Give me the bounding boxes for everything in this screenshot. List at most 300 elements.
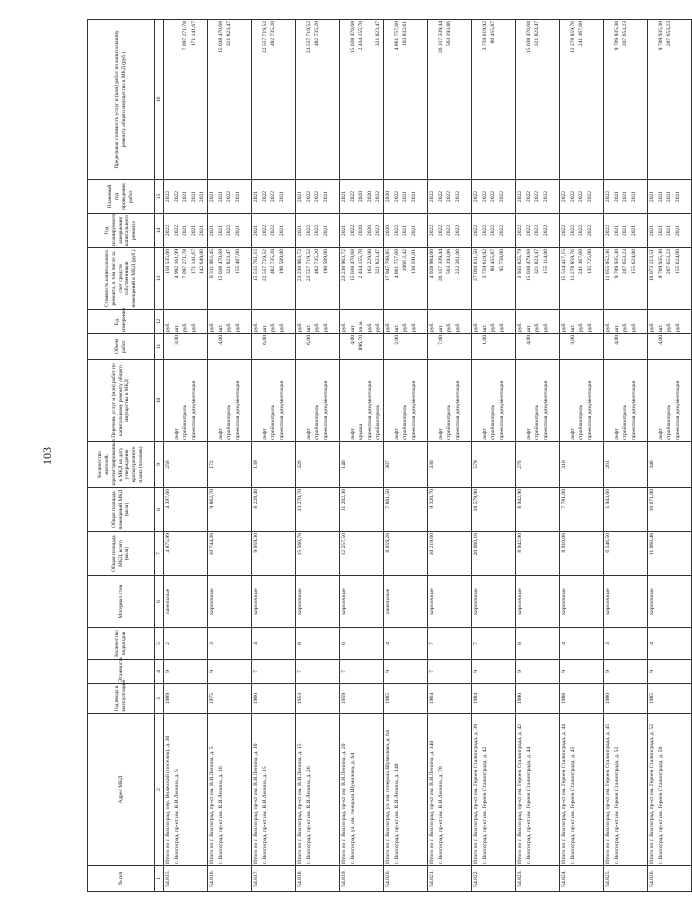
planned-year-line: 2022 — [314, 190, 321, 203]
total-area: 10 744,30 — [208, 532, 252, 576]
limit-cost-line — [410, 21, 419, 178]
work-types — [428, 360, 472, 442]
repair-cost-line: 155 467,00 — [234, 249, 241, 275]
completion-year-line: 2022 — [454, 224, 461, 237]
column-number: 13 — [155, 248, 164, 310]
commission-year: 1980 — [604, 684, 648, 714]
table-row — [516, 20, 560, 892]
work-volume-line: 3,00 — [173, 335, 180, 345]
limit-cost-line: 4 861 757,60 — [393, 21, 400, 51]
planned-year-line: 2021 — [410, 190, 417, 203]
completion-year-line: 2022 — [349, 224, 356, 237]
unit — [516, 310, 560, 334]
unit-line: руб. — [226, 322, 233, 332]
limit-cost — [296, 20, 340, 180]
repair-cost-line: 321 823,47 — [534, 249, 541, 275]
column-number: 5 — [155, 628, 164, 660]
resident-count: 579 — [472, 442, 516, 488]
column-header: Адрес МКД — [88, 714, 155, 866]
limit-cost-line: 11 278 859,76 — [569, 21, 576, 53]
total-area: 9 959,30 — [252, 532, 296, 576]
work-types — [164, 360, 208, 442]
work-volume-line: 3,00 — [569, 335, 576, 345]
work-types-line — [252, 361, 261, 440]
entrance-count: 2 — [164, 628, 208, 660]
completion-year — [516, 214, 560, 248]
completion-year-line: 2022 — [375, 224, 382, 237]
work-volume-line — [586, 335, 595, 358]
planned-year-line: 2022 — [349, 190, 356, 203]
work-volume-line — [190, 335, 199, 358]
unit-line: руб. — [385, 322, 391, 332]
limit-cost-line: 482 735,20 — [314, 21, 321, 47]
completion-year — [472, 214, 516, 248]
wall-material: кирпичные — [208, 576, 252, 628]
work-volume-line: 6,00 — [305, 335, 312, 345]
repair-cost-line: 1066 2,42 — [402, 249, 409, 272]
mkd-address-line: Итого по г. Волгоград, пр-кт им. В.И.Ленина, д. 5 — [209, 746, 215, 864]
unit-line: руб. — [561, 322, 567, 332]
unit-line: руб. — [578, 322, 585, 332]
mkd-address — [560, 714, 604, 866]
planned-year-line: 2022 — [569, 190, 576, 203]
limit-cost-line: 563 193,06 — [446, 21, 453, 47]
entrance-count: 4 — [384, 628, 428, 660]
column-number: 14 — [155, 214, 164, 248]
work-types-line — [472, 361, 481, 440]
completion-year-line: 2021 — [297, 224, 303, 237]
unit-line: кв.м — [358, 321, 365, 332]
completion-year-line: 2021 — [657, 224, 664, 237]
repair-cost-line: 27 093 811,50 — [473, 249, 479, 281]
repair-cost-line: 9 709 935,30 — [657, 249, 664, 279]
planned-year-line: 2021 — [402, 190, 409, 203]
table-row — [648, 20, 692, 892]
unit-line: шт. — [437, 324, 444, 332]
planned-year-line: 2022 — [305, 190, 312, 203]
limit-cost-line — [516, 21, 525, 178]
planned-year — [472, 180, 516, 214]
repair-cost-line: 2 434 155,70 — [358, 249, 365, 279]
entrance-count: 3 — [604, 628, 648, 660]
entrance-count: 8 — [516, 628, 560, 660]
planned-year-line: 2022 — [586, 190, 593, 203]
unit-line: руб. — [429, 322, 435, 332]
row-number: 54.823. — [516, 866, 560, 892]
limit-cost-line: 9 709 935,30 — [613, 21, 620, 51]
unit-line: шт. — [217, 324, 224, 332]
capital-repair-table-sheet — [87, 20, 681, 892]
commission-year: 1989 — [164, 684, 208, 714]
floor-count: 9 — [208, 660, 252, 684]
planned-year — [208, 180, 252, 214]
work-types-line — [208, 361, 217, 440]
work-types — [208, 360, 252, 442]
column-header: № п/п — [88, 866, 155, 892]
mkd-address — [516, 714, 560, 866]
unit-line: руб. — [322, 322, 329, 332]
limit-cost-line — [384, 21, 393, 178]
total-area: 8 942,90 — [516, 532, 560, 576]
column-header: Год ввода в эксплуатацию — [88, 684, 155, 714]
work-types-line: стройконтроль — [375, 404, 382, 440]
completion-year-line: 2022 — [473, 224, 479, 237]
limit-cost-line — [296, 21, 305, 178]
work-volume-line — [533, 335, 542, 358]
work-types-line: проектная документация — [674, 380, 681, 440]
limit-cost-line: 9 709 935,30 — [657, 21, 664, 51]
planned-year-line: 2022 — [270, 190, 277, 203]
work-volume-line — [516, 335, 525, 358]
repair-cost-line: 15 038 470,68 — [349, 249, 356, 282]
limit-cost-line: 171 141,67 — [190, 21, 197, 47]
planned-year-line: 2021 — [297, 190, 303, 203]
floor-count: 9 — [648, 660, 692, 684]
unit-line: руб. — [341, 322, 347, 332]
work-types-line: стройконтроль — [182, 404, 189, 440]
completion-year-line: 2021 — [630, 224, 637, 237]
unit-line: шт. — [657, 324, 664, 332]
unit-line: руб. — [446, 322, 453, 332]
planned-year-line: 2021 — [630, 190, 637, 203]
completion-year — [296, 214, 340, 248]
work-types-line: лифт — [613, 428, 620, 440]
wall-material: кирпичные — [516, 576, 560, 628]
total-area: 10 219,60 — [428, 532, 472, 576]
wall-material: кирпичные — [296, 576, 340, 628]
mkd-address-line: Итого по г. Волгоград, пр-кт им. В.И.Ленина, д. 20 — [341, 743, 347, 864]
work-types — [560, 360, 604, 442]
work-types-line: стройконтроль — [578, 404, 585, 440]
repair-cost-line: 9 709 935,30 — [613, 249, 620, 279]
planned-year-line: 2022 — [437, 190, 444, 203]
planned-year — [560, 180, 604, 214]
unit-line: руб. — [314, 322, 321, 332]
floor-count: 9 — [472, 660, 516, 684]
limit-cost-line: 26 317 339,44 — [437, 21, 444, 54]
mkd-address — [340, 714, 384, 866]
commission-year: 1985 — [648, 684, 692, 714]
repair-cost-line: 23 557 719,52 — [305, 249, 312, 282]
planned-year-line: 2021 — [322, 190, 329, 203]
work-volume-line — [234, 335, 243, 358]
work-types-line: лифт — [481, 428, 488, 440]
floor-count: 9 — [516, 660, 560, 684]
commission-year: 1990 — [516, 684, 560, 714]
planned-year-line: 2022 — [498, 190, 505, 203]
work-volume-line — [445, 335, 454, 358]
limit-cost-line — [648, 21, 657, 178]
row-number: 54.815. — [164, 866, 208, 892]
work-volume — [648, 334, 692, 360]
entrance-count: 6 — [340, 628, 384, 660]
unit — [428, 310, 472, 334]
mkd-address-line: г. Волгоград, ул. им. генерала Шумилова, д. 64 — [349, 752, 356, 864]
limit-cost — [340, 20, 384, 180]
work-volume-line: 896,70 — [358, 335, 365, 351]
premises-area: 5 943,60 — [604, 488, 648, 532]
completion-year-line: 2022 — [517, 224, 523, 237]
wall-material: кирпичные — [648, 576, 692, 628]
planned-year-line: 2022 — [173, 190, 180, 203]
unit-line: шт. — [261, 324, 268, 332]
unit — [384, 310, 428, 334]
work-types-line: стройконтроль — [490, 404, 497, 440]
table-row — [340, 20, 384, 892]
work-types-line: стройконтроль — [446, 404, 453, 440]
unit-line: шт. — [173, 324, 180, 332]
planned-year — [296, 180, 340, 214]
work-types-line: проектная документация — [498, 380, 505, 440]
mkd-address — [472, 714, 516, 866]
limit-cost-line: 7 097 271,78 — [182, 21, 189, 51]
limit-cost-line — [340, 21, 349, 178]
limit-cost-line — [454, 21, 463, 178]
limit-cost — [428, 20, 472, 180]
completion-year-line: 2021 — [322, 224, 329, 237]
mkd-address — [648, 714, 692, 866]
limit-cost — [604, 20, 648, 180]
planned-year-line: 2022 — [525, 190, 532, 203]
row-number: 54.816. — [208, 866, 252, 892]
planned-year — [428, 180, 472, 214]
mkd-address — [252, 714, 296, 866]
mkd-address-line: г. Волгоград, пр-кт им. Героев Сталинграда, д. 50 — [657, 746, 664, 864]
work-volume-line — [621, 335, 630, 358]
planned-year-line: 2022 — [561, 190, 567, 203]
work-types-line — [340, 361, 349, 440]
planned-year-line: 2022 — [393, 190, 400, 203]
completion-year-line: 2022 — [481, 224, 488, 237]
row-number: 54.821. — [428, 866, 472, 892]
unit — [560, 310, 604, 334]
work-types-line — [604, 361, 613, 440]
mkd-address-line: Итого по г. Волгоград, пр-кт им. В.И.Ленина, д. 140 — [429, 740, 435, 864]
unit — [604, 310, 648, 334]
planned-year-line: 2022 — [454, 190, 461, 203]
premises-area: 7 781,60 — [560, 488, 604, 532]
mkd-address-line: Итого по г. Волгоград, пр-кт им. В.И.Ленина, д. 10 — [253, 743, 259, 864]
column-header: Объем работ — [88, 334, 155, 360]
column-number: 6 — [155, 576, 164, 628]
repair-cost-line: 155 624,00 — [674, 249, 681, 275]
work-volume-line — [225, 335, 234, 358]
limit-cost-line: 482 735,20 — [270, 21, 277, 47]
unit-line: шт. — [525, 324, 532, 332]
completion-year-line: 2022 — [270, 224, 277, 237]
work-volume-line — [366, 335, 375, 358]
mkd-address-line: г. Волгоград, пр-кт им. В.И.Ленина, д. 10 — [217, 766, 224, 864]
capital-repair-table — [87, 19, 692, 892]
mkd-address — [428, 714, 472, 866]
planned-year-line: 2021 — [190, 190, 197, 203]
repair-cost-line: 130 591,01 — [410, 249, 417, 275]
limit-cost-line — [278, 21, 287, 178]
unit-line: руб. — [490, 322, 497, 332]
commission-year: 1985 — [384, 684, 428, 714]
planned-year-line: 2022 — [534, 190, 541, 203]
row-number: 54.826. — [648, 866, 692, 892]
completion-year — [340, 214, 384, 248]
planned-year — [384, 180, 428, 214]
row-number: 54.820. — [384, 866, 428, 892]
limit-cost-line — [208, 21, 217, 178]
planned-year-line: 2021 — [657, 190, 664, 203]
limit-cost-line: 207 653,23 — [666, 21, 673, 47]
completion-year-line: 2021 — [209, 224, 215, 237]
unit-line: руб. — [182, 322, 189, 332]
column-number: 10 — [155, 360, 164, 442]
limit-cost — [252, 20, 296, 180]
repair-cost-line: 3 935 825,79 — [517, 249, 523, 279]
repair-cost-line: 190 509,00 — [278, 249, 285, 275]
wall-material: кирпичные — [472, 576, 516, 628]
work-volume-line — [630, 335, 639, 358]
work-volume — [516, 334, 560, 360]
floor-count: 7 — [340, 660, 384, 684]
column-number: 16 — [155, 20, 164, 180]
repair-cost-line: 15 038 479,68 — [525, 249, 532, 282]
limit-cost-line — [252, 21, 261, 178]
completion-year-line: 2022 — [578, 224, 585, 237]
limit-cost-line — [498, 21, 507, 178]
unit-line: руб. — [366, 322, 373, 332]
work-volume-line — [208, 335, 217, 358]
work-types-line: крыша — [358, 423, 365, 440]
completion-year-line: 2022 — [437, 224, 444, 237]
completion-year — [252, 214, 296, 248]
work-types-line — [384, 361, 393, 440]
repair-cost-line: 15 514 417,15 — [561, 249, 567, 282]
work-volume-line — [665, 335, 674, 358]
limit-cost-line: 207 653,23 — [622, 21, 629, 47]
work-types-line: стройконтроль — [270, 404, 277, 440]
repair-cost-line: 155 624,00 — [630, 249, 637, 275]
total-area: 4 875,99 — [164, 532, 208, 576]
unit-line: руб. — [649, 322, 655, 332]
premises-area: 11 202,30 — [340, 488, 384, 532]
unit-line: руб. — [190, 322, 197, 332]
completion-year-line: 2021 — [234, 224, 241, 237]
unit-line: руб. — [297, 322, 303, 332]
work-volume-line — [340, 335, 349, 358]
completion-year-line: 2020 — [385, 224, 391, 237]
floor-count: 7 — [252, 660, 296, 684]
repair-cost — [604, 248, 648, 310]
planned-year-line: 2021 — [182, 190, 189, 203]
mkd-address-line: г. Волгоград, пр-кт им. В.И.Ленина, д. 15 — [261, 766, 268, 864]
mkd-address-line: г. Волгоград, пр-кт им. Героев Сталинграда, д. 45 — [569, 746, 576, 864]
work-types-line: стройконтроль — [314, 404, 321, 440]
work-volume-line — [269, 335, 278, 358]
work-volume-line — [472, 335, 481, 358]
unit — [340, 310, 384, 334]
row-number: 54.819. — [340, 866, 384, 892]
work-types — [648, 360, 692, 442]
unit — [472, 310, 516, 334]
work-volume-line — [313, 335, 322, 358]
planned-year-line: 2022 — [261, 190, 268, 203]
column-number: 12 — [155, 310, 164, 334]
completion-year-line: 2021 — [341, 224, 347, 237]
unit — [164, 310, 208, 334]
floor-count: 9 — [604, 660, 648, 684]
repair-cost-line: 222 261,00 — [454, 249, 461, 275]
mkd-address-line: Итого по г. Волгоград, пр-кт им. Героев Сталинграда, д. 45 — [605, 724, 611, 864]
completion-year-line: 2022 — [429, 224, 435, 237]
unit-line: руб. — [234, 322, 241, 332]
work-types-line: лифт — [393, 428, 400, 440]
work-types-line: проектная документация — [234, 380, 241, 440]
planned-year-line: 2022 — [578, 190, 585, 203]
work-volume — [472, 334, 516, 360]
planned-year-line: 2020 — [385, 190, 391, 203]
limit-cost-line: 3 759 619,92 — [481, 21, 488, 51]
work-volume — [296, 334, 340, 360]
limit-cost-line — [234, 21, 243, 178]
completion-year-line: 2022 — [165, 224, 171, 237]
work-volume-line — [542, 335, 551, 358]
repair-cost-line: 8 311 062,45 — [209, 249, 215, 279]
limit-cost — [164, 20, 208, 180]
planned-year — [164, 180, 208, 214]
completion-year-line: 2022 — [605, 224, 611, 237]
limit-cost-line — [322, 21, 331, 178]
mkd-address-line: Итого по г. Волгоград, ул. им. генерала Шумилова, д. 64 — [385, 730, 391, 864]
completion-year-line: 2021 — [182, 224, 189, 237]
premises-area: 8 228,40 — [252, 488, 296, 532]
planned-year-line: 2022 — [481, 190, 488, 203]
repair-cost-line: 23 230 963,72 — [341, 249, 347, 282]
work-volume-line: 7,00 — [437, 335, 444, 345]
mkd-address-line: г. Волгоград, пр-кт им. Героев Сталинграда, д. 52 — [613, 746, 620, 864]
unit-line: руб. — [517, 322, 523, 332]
column-header: Материал стен — [88, 576, 155, 628]
completion-year-line: 2022 — [314, 224, 321, 237]
limit-cost-line: 15 038 470,68 — [217, 21, 224, 54]
limit-cost-line: 103 832,61 — [402, 21, 409, 47]
completion-year-line: 2021 — [622, 224, 629, 237]
repair-cost-line: 482 735,20 — [270, 249, 277, 275]
planned-year-line: 2021 — [341, 190, 347, 203]
repair-cost-line: 7 097 271,78 — [182, 249, 189, 279]
wall-material: панельные — [164, 576, 208, 628]
unit — [208, 310, 252, 334]
row-number: 54.818. — [296, 866, 340, 892]
repair-cost-line: 155 114,00 — [542, 249, 549, 274]
planned-year-line: 2021 — [666, 190, 673, 203]
total-area: 6 546,50 — [604, 532, 648, 576]
resident-count: 256 — [164, 442, 208, 488]
planned-year-line: 2022 — [375, 190, 382, 203]
limit-cost-line — [586, 21, 595, 178]
column-number: 2 — [155, 714, 164, 866]
resident-count: 330 — [428, 442, 472, 488]
entrance-count: 8 — [296, 628, 340, 660]
work-volume — [208, 334, 252, 360]
work-types-line — [296, 361, 305, 440]
unit-line: руб. — [630, 322, 637, 332]
limit-cost-line: 321 823,47 — [375, 21, 382, 47]
work-volume-line — [498, 335, 507, 358]
floor-count: 9 — [384, 660, 428, 684]
work-types-line: стройконтроль — [534, 404, 541, 440]
planned-year-line: 2022 — [605, 190, 611, 203]
completion-year-line: 2022 — [586, 224, 593, 237]
completion-year-line: 2021 — [278, 224, 285, 237]
limit-cost-line — [198, 21, 207, 178]
completion-year-line: 2022 — [446, 224, 453, 237]
